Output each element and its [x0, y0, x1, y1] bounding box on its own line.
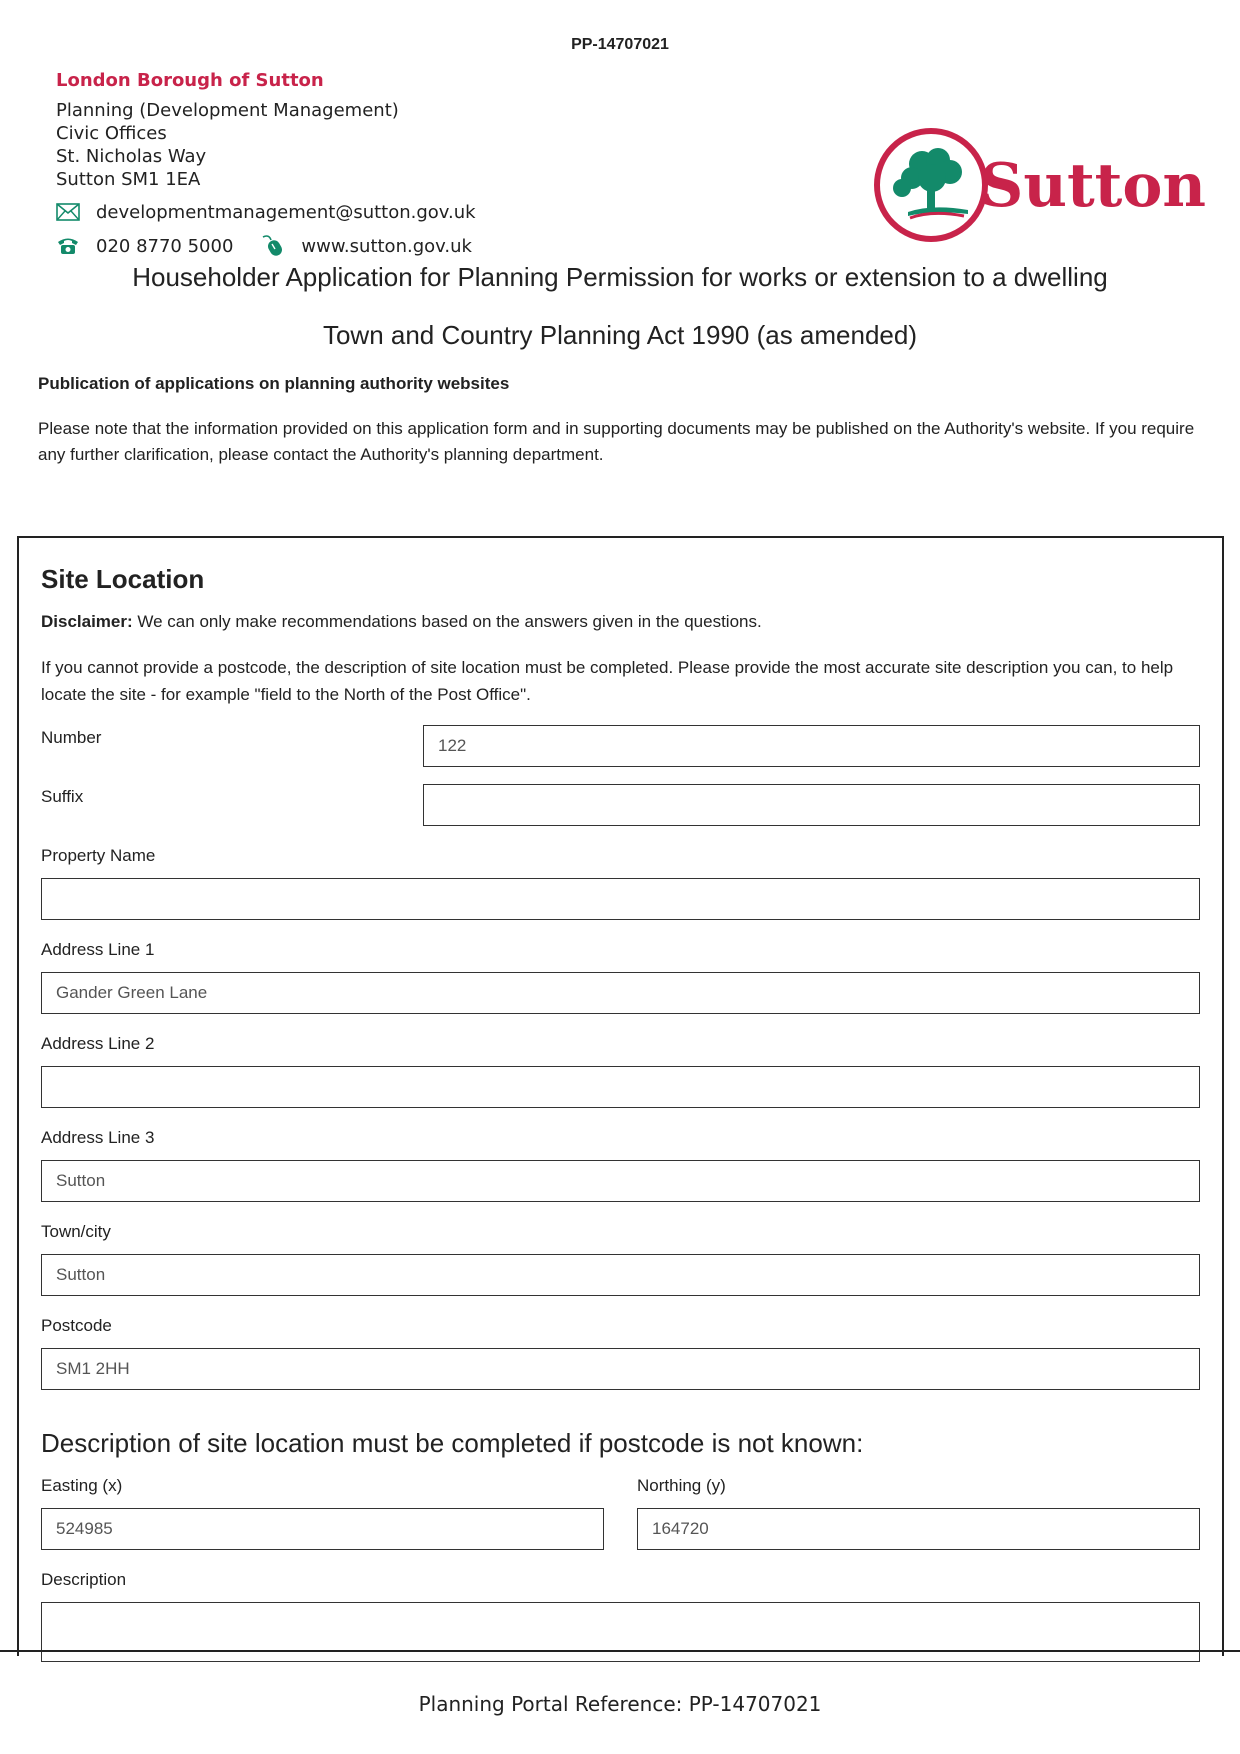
reference-number: PP-14707021	[571, 36, 669, 53]
address-line-3-label: Address Line 3	[41, 1128, 155, 1147]
disclaimer-text: We can only make recommendations based on the answers given in the questions.	[132, 612, 762, 631]
publication-heading: Publication of applications on planning authority websites	[38, 374, 510, 393]
disclaimer	[41, 612, 762, 632]
town-label: Town/city	[41, 1222, 111, 1241]
description-field[interactable]	[41, 1602, 1200, 1662]
publication-text: Please note that the information provided on this application form and in supporting documents may be published on the Authority's website. If you require any further clarification, please contact the Authority's planning department.	[38, 419, 1195, 464]
disclaimer-label: Disclaimer:	[41, 612, 133, 631]
suffix-label: Suffix	[41, 787, 84, 806]
email-row	[56, 199, 476, 225]
postcode-field[interactable]: SM1 2HH	[41, 1348, 1200, 1390]
telephone-icon	[56, 235, 84, 257]
website-link[interactable]: www.sutton.gov.uk	[301, 235, 472, 257]
address-line-1-field[interactable]: Gander Green Lane	[41, 972, 1200, 1014]
address-line: St. Nicholas Way	[56, 146, 207, 167]
address-line-2-field[interactable]	[41, 1066, 1200, 1108]
address-line-2-label: Address Line 2	[41, 1034, 155, 1053]
property-name-field[interactable]	[41, 878, 1200, 920]
address-line-3-field[interactable]: Sutton	[41, 1160, 1200, 1202]
address-line: Planning (Development Management)	[56, 100, 399, 121]
tree-icon	[893, 148, 968, 216]
easting-field[interactable]: 524985	[41, 1508, 604, 1550]
number-field[interactable]: 122	[423, 725, 1200, 767]
easting-label: Easting (x)	[41, 1476, 123, 1495]
sutton-logo	[872, 126, 1207, 244]
footer-divider	[0, 1650, 1240, 1652]
postcode-label: Postcode	[41, 1316, 112, 1335]
mouse-icon	[261, 235, 289, 257]
council-name: London Borough of Sutton	[56, 70, 324, 91]
property-name-label: Property Name	[41, 846, 156, 865]
footer-reference: Planning Portal Reference: PP-14707021	[418, 1692, 822, 1716]
logo-text: Sutton	[980, 151, 1207, 221]
section-title: Site Location	[41, 564, 205, 594]
form-title: Householder Application for Planning Permission for works or extension to a dwelling	[132, 262, 1108, 292]
address-line: Sutton SM1 1EA	[56, 169, 201, 190]
description-heading: Description of site location must be completed if postcode is not known:	[41, 1428, 864, 1458]
site-location-section	[17, 536, 1224, 1656]
description-label: Description	[41, 1570, 127, 1589]
northing-field[interactable]: 164720	[637, 1508, 1200, 1550]
phone-web-row	[56, 233, 476, 259]
council-header	[56, 70, 476, 259]
number-label: Number	[41, 728, 102, 747]
phone-number: 020 8770 5000	[96, 235, 234, 257]
email-link[interactable]: developmentmanagement@sutton.gov.uk	[96, 201, 476, 223]
postcode-note: If you cannot provide a postcode, the description of site location must be completed. Please provide the most accurate site description you can, to help locate the site - for example "field to the North of the Post Office".	[41, 658, 1174, 704]
envelope-icon	[56, 201, 84, 223]
address-line-1-label: Address Line 1	[41, 940, 155, 959]
address-line: Civic Offices	[56, 123, 167, 144]
suffix-field[interactable]	[423, 784, 1200, 826]
form-subtitle: Town and Country Planning Act 1990 (as amended)	[322, 320, 918, 350]
northing-label: Northing (y)	[637, 1476, 726, 1495]
town-field[interactable]: Sutton	[41, 1254, 1200, 1296]
